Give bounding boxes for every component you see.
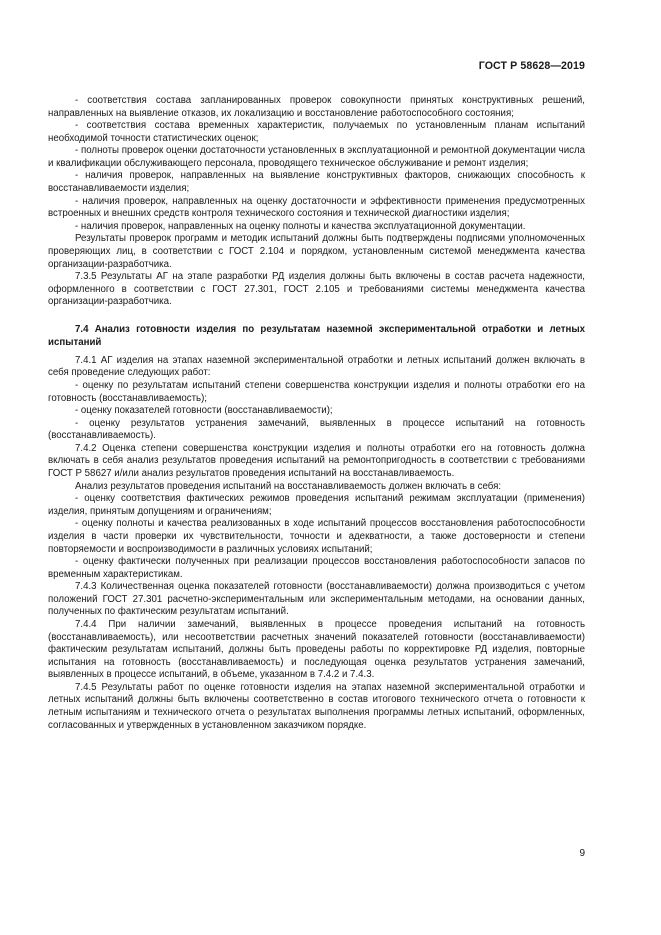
paragraph: 7.4.4 При наличии замечаний, выявленных в процессе проведения испытаний на готовность (восстанавливаемость), или несоответствии расчетных значений показателей готовности (восстанавливаемости) фактическим результатам испытаний, должны быть проведены работы по корректировке РД изделия, повторные испытания на готовность (восстанавливаемость) и последующая оценка результатов устранения замечаний, выявленных в процессе испытаний, в объеме, указанном в 7.4.2 и 7.4.3. xyxy=(48,618,585,681)
paragraph: - полноты проверок оценки достаточности установленных в эксплуатационной и ремонтной документации числа и квалификации обслуживающего персонала, проводящего техническое обслуживание и ремонт изделия; xyxy=(48,145,585,169)
document-body xyxy=(48,95,585,732)
paragraph: - наличия проверок, направленных на выявление конструктивных факторов, снижающих способность к восстанавливаемости изделия; xyxy=(48,170,585,195)
paragraph: - оценку результатов устранения замечаний, выявленных в процессе испытаний на готовность (восстанавливаемость). xyxy=(48,417,585,442)
paragraph: - оценку по результатам испытаний степени совершенства конструкции изделия и полноты отработки его на готовность (восстанавливаемость); xyxy=(48,379,585,404)
paragraph: - оценку соответствия фактических режимов проведения испытаний режимам эксплуатации (применения) изделия, принятым допущениям и ограничениям; xyxy=(48,493,585,517)
section-heading: 7.4 Анализ готовности изделия по результатам наземной экспериментальной отработки и летных испытаний xyxy=(48,323,585,348)
paragraph: 7.4.3 Количественная оценка показателей готовности (восстанавливаемости) должна производиться с учетом положений ГОСТ 27.301 расчетно-экспериментальным или экспериментальным методами, на основании данных, полученных по фактическим результатам испытаний. xyxy=(48,581,585,618)
paragraph: 7.4.2 Оценка степени совершенства конструкции изделия и полноты отработки его на готовность должна включать в себя анализ результатов проведения испытаний на ремонтопригодность в соответствии с требованиями ГОСТ Р 58627 и/или анализ результатов проведения испытаний на восстанавливаемость. xyxy=(48,442,585,480)
paragraph: - наличия проверок, направленных на оценку достаточности и эффективности применения предусмотренных встроенных и внешних средств контроля технического состояния и технической диагностики изделия; xyxy=(48,195,585,220)
paragraph: - соответствия состава запланированных проверок совокупности принятых конструктивных решений, направленных на выявление отказов, их локализацию и восстановление работоспособного состояния; xyxy=(48,95,585,119)
paragraph: 7.3.5 Результаты АГ на этапе разработки РД изделия должны быть включены в состав расчета надежности, оформленного в соответствии с ГОСТ 27.301, ГОСТ 2.105 и требованиями системы менеджмента качества организации-разработчика. xyxy=(48,271,585,308)
paragraph: Анализ результатов проведения испытаний на восстанавливаемость должен включать в себя: xyxy=(75,480,502,492)
paragraph: - наличия проверок, направленных на оценку полноты и качества эксплуатационной документации. xyxy=(75,220,526,232)
paragraph: Результаты проверок программ и методик испытаний должны быть подтверждены подписями уполномоченных проверяющих лиц, в соответствии с ГОСТ 2.104 и порядком, установленным системой менеджмента качества организации-разработчика. xyxy=(48,233,585,270)
document-id-header: ГОСТ Р 58628—2019 xyxy=(478,60,585,72)
paragraph: 7.4.1 АГ изделия на этапах наземной экспериментальной отработки и летных испытаний должен включать в себя проведение следующих работ: xyxy=(48,354,585,379)
paragraph: - оценку полноты и качества реализованных в ходе испытаний процессов восстановления работоспособности изделия в части проверки их чувствительности, точности и адекватности, а также достоверности и степени повторяемости и воспроизводимости в различных условиях испытаний; xyxy=(48,518,585,555)
page-number: 9 xyxy=(579,848,585,859)
paragraph: - оценку фактически полученных при реализации процессов восстановления работоспособности запасов по временным характеристикам. xyxy=(48,556,585,580)
paragraph: - оценку показателей готовности (восстанавливаемости); xyxy=(75,405,333,417)
paragraph: 7.4.5 Результаты работ по оценке готовности изделия на этапах наземной экспериментальной отработки и летных испытаний должны быть включены соответственно в состав итогового технического отчета о готовности к летным испытаниям и технического отчета о результатах выполнения программы летных испытаний, оформленных, согласованных и утвержденных в установленном заказчиком порядке. xyxy=(48,681,585,731)
paragraph: - соответствия состава временных характеристик, получаемых по установленным планам испытаний необходимой точности статистических оценок; xyxy=(48,120,585,144)
